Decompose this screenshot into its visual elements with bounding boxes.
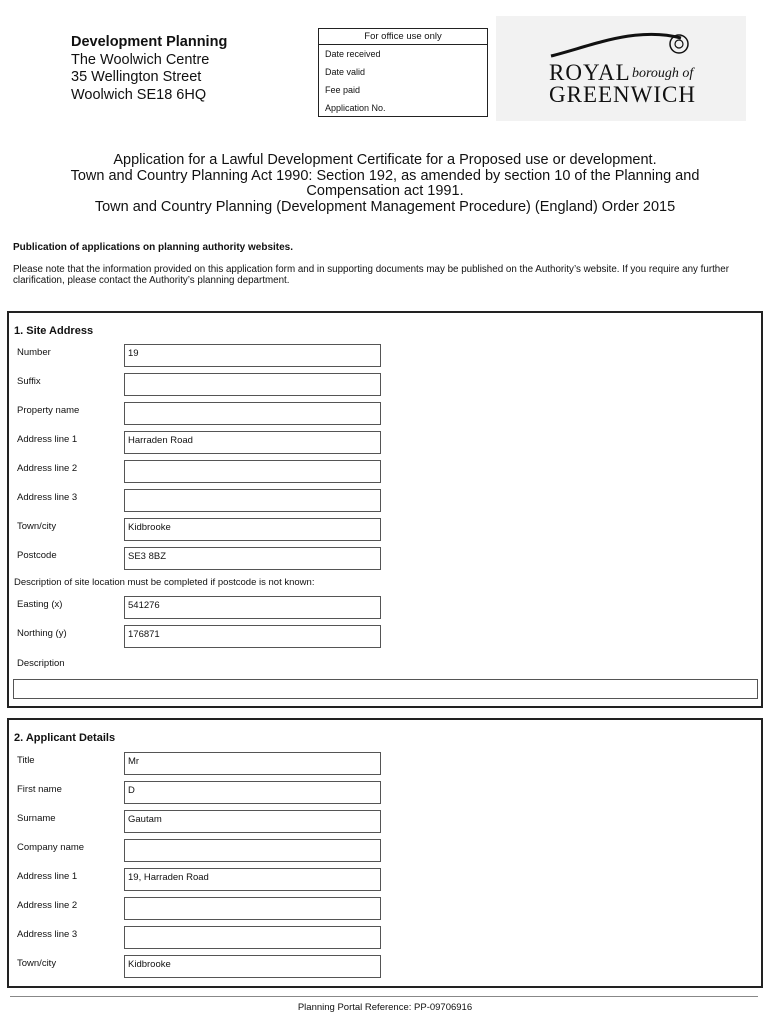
form-title-line: Town and Country Planning (Development Management Procedure) (England) Order 2015	[94, 198, 676, 215]
site-postcode-field[interactable]: SE3 8BZ	[124, 547, 381, 570]
site-address-line1-field[interactable]: Harraden Road	[124, 431, 381, 454]
address-line: Woolwich SE18 6HQ	[71, 86, 207, 103]
site-property-name-field[interactable]	[124, 402, 381, 425]
office-row-date-valid: Date valid	[325, 67, 366, 77]
form-title-block	[0, 153, 770, 215]
field-label: Address line 2	[17, 900, 78, 911]
applicant-address-line1-field[interactable]: 19, Harraden Road	[124, 868, 381, 891]
field-label: Address line 1	[17, 434, 78, 445]
field-label: Title	[17, 755, 35, 766]
field-label: Town/city	[17, 958, 57, 969]
field-label: Postcode	[17, 550, 57, 561]
office-use-box	[318, 28, 488, 117]
northing-field[interactable]: 176871	[124, 625, 381, 648]
field-label: Address line 2	[17, 463, 78, 474]
office-use-title: For office use only	[319, 29, 487, 45]
office-row-application-no: Application No.	[325, 103, 386, 113]
site-address-section	[7, 311, 763, 708]
field-label: Surname	[17, 813, 56, 824]
council-address-block	[71, 34, 227, 104]
footer-divider	[10, 996, 758, 997]
applicant-town-field[interactable]: Kidbrooke	[124, 955, 381, 978]
applicant-title-field[interactable]: Mr	[124, 752, 381, 775]
logo-swoosh-icon	[496, 16, 746, 66]
section-title: 1. Site Address	[14, 325, 94, 337]
publication-text: Please note that the information provided on this application form and in supporting documents may be published on the Authority’s website. If you require any further clarification, please contact the Authority’s planning department.	[13, 264, 729, 286]
form-title-line: Compensation act 1991.	[306, 183, 464, 199]
applicant-address-line3-field[interactable]	[124, 926, 381, 949]
org-name: Development Planning	[71, 34, 228, 50]
field-label: Description	[17, 658, 65, 669]
logo-borough-text: borough of	[632, 66, 694, 81]
site-location-note: Description of site location must be completed if postcode is not known:	[14, 577, 315, 588]
site-number-field[interactable]: 19	[124, 344, 381, 367]
office-row-date-received: Date received	[325, 49, 381, 59]
field-label: Address line 1	[17, 871, 78, 882]
applicant-surname-field[interactable]: Gautam	[124, 810, 381, 833]
logo-royal-text: ROYAL	[549, 60, 631, 85]
easting-field[interactable]: 541276	[124, 596, 381, 619]
portal-reference: Planning Portal Reference: PP-09706916	[297, 1002, 473, 1013]
field-label: Property name	[17, 405, 80, 416]
field-label: Easting (x)	[17, 599, 63, 610]
form-title-line: Town and Country Planning Act 1990: Section 192, as amended by section 10 of the Planning and	[70, 167, 700, 184]
field-label: Number	[17, 347, 51, 358]
site-address-line2-field[interactable]	[124, 460, 381, 483]
address-line: The Woolwich Centre	[71, 51, 210, 68]
logo-greenwich-text: GREENWICH	[549, 82, 696, 107]
royal-greenwich-logo	[496, 16, 746, 121]
field-label: Address line 3	[17, 492, 78, 503]
field-label: First name	[17, 784, 62, 795]
address-line: 35 Wellington Street	[71, 69, 202, 85]
office-row-fee-paid: Fee paid	[325, 85, 361, 95]
field-label: Suffix	[17, 376, 41, 387]
form-title-line: Application for a Lawful Development Certificate for a Proposed use or development.	[113, 152, 657, 168]
field-label: Northing (y)	[17, 628, 67, 639]
site-address-line3-field[interactable]	[124, 489, 381, 512]
applicant-details-section	[7, 718, 763, 988]
applicant-address-line2-field[interactable]	[124, 897, 381, 920]
site-description-field[interactable]	[13, 679, 758, 699]
field-label: Town/city	[17, 521, 57, 532]
site-suffix-field[interactable]	[124, 373, 381, 396]
site-town-field[interactable]: Kidbrooke	[124, 518, 381, 541]
section-title: 2. Applicant Details	[14, 732, 116, 744]
field-label: Company name	[17, 842, 85, 853]
field-label: Address line 3	[17, 929, 78, 940]
applicant-first-name-field[interactable]: D	[124, 781, 381, 804]
applicant-company-field[interactable]	[124, 839, 381, 862]
publication-heading: Publication of applications on planning authority websites.	[13, 242, 294, 253]
